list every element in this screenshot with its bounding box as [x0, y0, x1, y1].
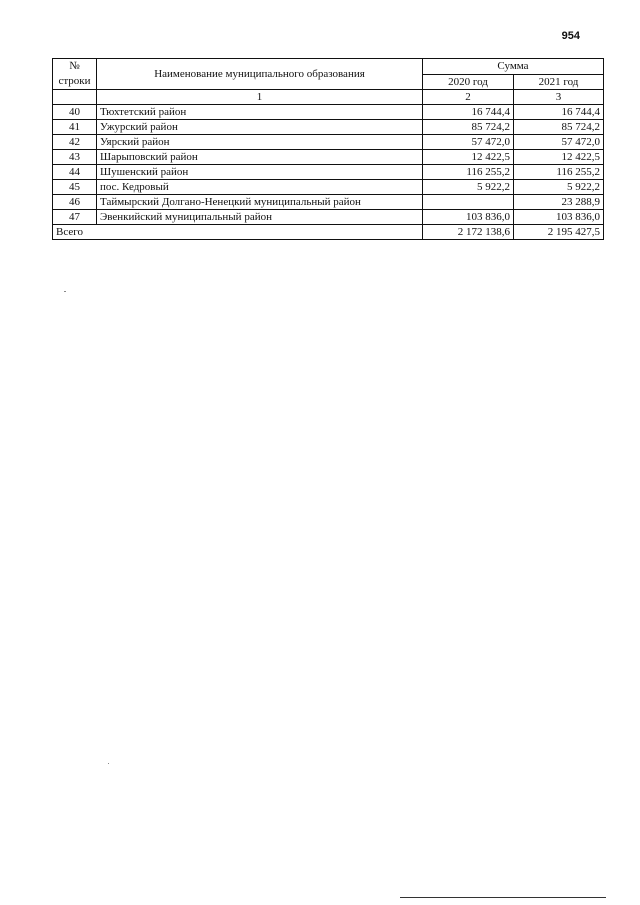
header-num-label: строки	[58, 75, 91, 87]
row-number: 40	[53, 105, 97, 120]
row-number: 45	[53, 180, 97, 195]
row-number: 42	[53, 135, 97, 150]
row-number: 46	[53, 195, 97, 210]
row-number: 43	[53, 150, 97, 165]
municipal-sum-table	[52, 58, 604, 240]
row-name: Ужурский район	[97, 120, 423, 135]
row-value-2020: 85 724,2	[423, 120, 514, 135]
scan-speck	[64, 291, 66, 292]
row-value-2021: 16 744,4	[514, 105, 604, 120]
scan-speck	[108, 763, 109, 764]
row-value-2020	[423, 195, 514, 210]
row-value-2021: 5 922,2	[514, 180, 604, 195]
row-name: Тюхтетский район	[97, 105, 423, 120]
row-value-2021: 23 288,9	[514, 195, 604, 210]
total-value-2021: 2 195 427,5	[514, 225, 604, 240]
header-num-symbol: №	[69, 60, 80, 72]
row-value-2021: 116 255,2	[514, 165, 604, 180]
column-index-cell: 1	[97, 90, 423, 105]
table-row	[53, 135, 604, 150]
row-name: Шушенский район	[97, 165, 423, 180]
row-value-2020: 16 744,4	[423, 105, 514, 120]
table-row	[53, 195, 604, 210]
page-number: 954	[561, 30, 580, 42]
row-value-2020: 5 922,2	[423, 180, 514, 195]
row-name: Эвенкийский муниципальный район	[97, 210, 423, 225]
row-value-2020: 103 836,0	[423, 210, 514, 225]
table-row	[53, 150, 604, 165]
row-value-2021: 57 472,0	[514, 135, 604, 150]
table-row	[53, 210, 604, 225]
table-row	[53, 105, 604, 120]
header-row-number	[53, 59, 97, 90]
row-value-2020: 12 422,5	[423, 150, 514, 165]
header-name: Наименование муниципального образования	[97, 59, 423, 90]
row-name: Шарыповский район	[97, 150, 423, 165]
table-row	[53, 165, 604, 180]
column-index-cell: 3	[514, 90, 604, 105]
total-row	[53, 225, 604, 240]
row-name: Уярский район	[97, 135, 423, 150]
footer-rule	[400, 897, 606, 898]
row-number: 44	[53, 165, 97, 180]
row-number: 47	[53, 210, 97, 225]
header-sum: Сумма	[423, 59, 604, 75]
table-row	[53, 120, 604, 135]
total-label: Всего	[53, 225, 423, 240]
row-number: 41	[53, 120, 97, 135]
row-value-2021: 103 836,0	[514, 210, 604, 225]
column-index-cell: 2	[423, 90, 514, 105]
total-value-2020: 2 172 138,6	[423, 225, 514, 240]
table-row	[53, 180, 604, 195]
row-value-2020: 57 472,0	[423, 135, 514, 150]
row-value-2021: 12 422,5	[514, 150, 604, 165]
header-row	[53, 59, 604, 75]
row-name: Таймырский Долгано-Ненецкий муниципальный район	[97, 195, 423, 210]
column-index-cell	[53, 90, 97, 105]
row-name: пос. Кедровый	[97, 180, 423, 195]
row-value-2021: 85 724,2	[514, 120, 604, 135]
column-index-row	[53, 90, 604, 105]
header-year-2021: 2021 год	[514, 74, 604, 90]
row-value-2020: 116 255,2	[423, 165, 514, 180]
header-year-2020: 2020 год	[423, 74, 514, 90]
